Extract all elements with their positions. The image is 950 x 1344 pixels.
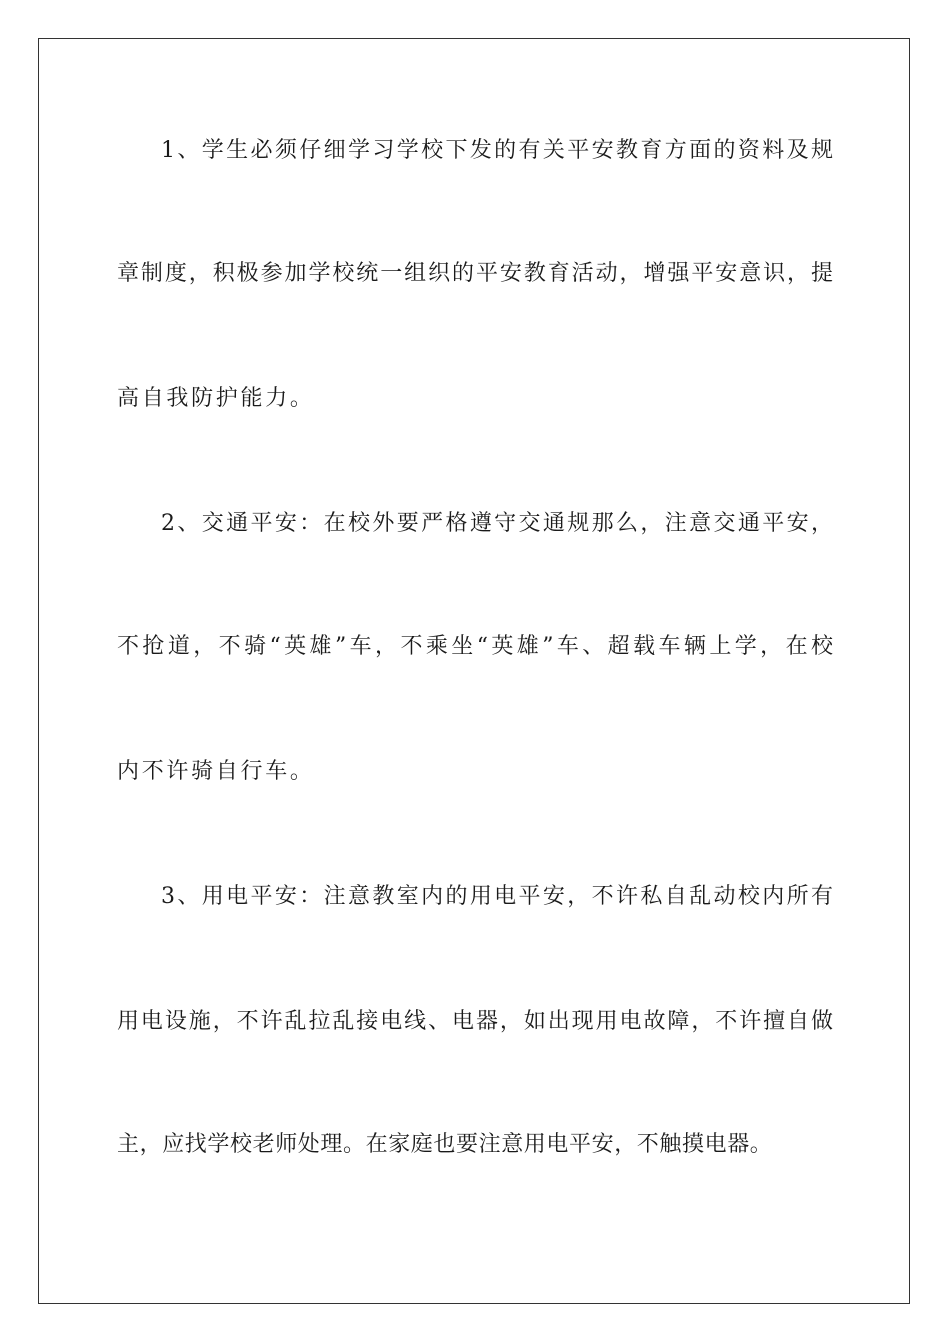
paragraph-1-line-3: 高自我防护能力。 [117, 386, 315, 411]
paragraph-2-line-2: 不抢道，不骑“英雄”车，不乘坐“英雄”车、超载车辆上学，在校 [117, 634, 833, 659]
paragraph-1-line-1: 1、学生必须仔细学习学校下发的有关平安教育方面的资料及规 [161, 138, 833, 163]
paragraph-3-line-1: 3、用电平安：注意教室内的用电平安，不许私自乱动校内所有 [161, 884, 833, 909]
paragraph-1-line-2: 章制度，积极参加学校统一组织的平安教育活动，增强平安意识，提 [117, 261, 833, 286]
paragraph-3-line-2: 用电设施，不许乱拉乱接电线、电器，如出现用电故障，不许擅自做 [117, 1009, 833, 1034]
paragraph-2-line-3: 内不许骑自行车。 [117, 759, 315, 784]
paragraph-3-line-3: 主，应找学校老师处理。在家庭也要注意用电平安，不触摸电器。 [117, 1132, 773, 1157]
paragraph-2-line-1: 2、交通平安：在校外要严格遵守交通规那么，注意交通平安， [161, 511, 833, 536]
page-border [38, 38, 910, 1304]
